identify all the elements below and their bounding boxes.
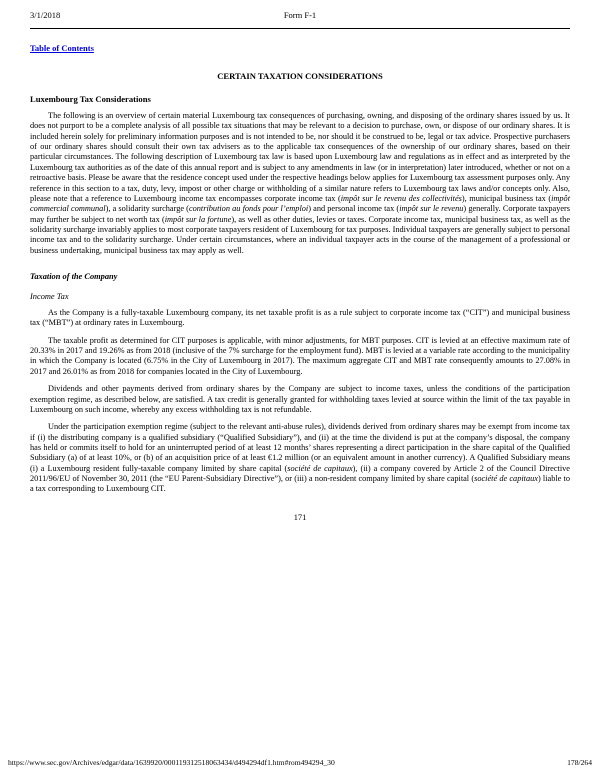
header-date: 3/1/2018	[30, 10, 61, 20]
document-content	[30, 38, 570, 522]
print-header	[30, 10, 570, 22]
header-divider	[30, 28, 570, 29]
print-footer	[8, 758, 592, 769]
paragraph-tax-rates: The taxable profit as determined for CIT purposes is applicable, with minor adjustments, for MBT purposes. CIT is levied at an effective maximum rate of 20.33% in 2017 and 19.26% as from 2018 (inclusive of the 7% surcharge for the employment fund). MBT is levied at a variable rate according to the municipality in which the Company is located (6.75% in the City of Luxembourg in 2017). The maximum aggregate CIT and MBT rate consequently amounts to 27.08% in 2017 and 26.01% as from 2018 for companies located in the City of Luxembourg.	[30, 335, 570, 376]
page-title: CERTAIN TAXATION CONSIDERATIONS	[217, 71, 383, 81]
footer-url: https://www.sec.gov/Archives/edgar/data/1639920/000119312518063434/d494294df1.htm#rom494294_30	[8, 758, 335, 767]
subsection-heading-taxation-of-company: Taxation of the Company	[30, 272, 118, 282]
section-heading: Luxembourg Tax Considerations	[30, 94, 151, 104]
paragraph-participation-exemption: Under the participation exemption regime (subject to the relevant anti-abuse rules), dividends derived from ordinary shares may be exempt from income tax if (i) the distributing company is a qualified subsidiary (“Qualified Subsidiary”), and (ii) at the time the dividend is put at the company’s disposal, the company has held or commits itself to hold for an uninterrupted period of at least 12 months’ shares representing a direct participation in the share capital of the Qualified Subsidiary (a) of at least 10%, or (b) of an acquisition price of at least €1.2 million (or an equivalent amount in another currency). A Qualified Subsidiary means (i) a Luxembourg resident fully-taxable company limited by share capital (société de capitaux), (ii) a company covered by Article 2 of the Council Directive 2011/96/EU of November 30, 2011 (the “EU Parent-Subsidiary Directive”), or (iii) a non-resident company limited by share capital (société de capitaux) liable to a tax corresponding to Luxembourg CIT.	[30, 422, 570, 494]
paragraph-dividends: Dividends and other payments derived from ordinary shares by the Company are subject to income taxes, unless the conditions of the participation exemption regime, as described below, are satisfied. A tax credit is generally granted for withholding taxes levied at source within the limit of the tax payable in Luxembourg on such income, whereby any excess withholding tax is not refundable.	[30, 384, 570, 414]
subsection-heading-income-tax: Income Tax	[30, 292, 69, 302]
paragraph-cit-mbt: As the Company is a fully-taxable Luxembourg company, its net taxable profit is as a rule subject to corporate income tax (“CIT”) and municipal business tax (“MBT”) at ordinary rates in Luxembourg.	[30, 308, 570, 328]
table-of-contents-link[interactable]: Table of Contents	[30, 43, 94, 53]
footer-page-indicator: 178/264	[567, 758, 592, 767]
header-form-title: Form F-1	[283, 10, 317, 20]
paragraph-overview: The following is an overview of certain material Luxembourg tax consequences of purchasing, owning, and disposing of the ordinary shares issued by us. It does not purport to be a complete analysis of all possible tax situations that may be relevant to a decision to purchase, own, or dispose of our ordinary shares. It is included herein solely for preliminary information purposes and is not intended to be, nor should it be construed to be, legal or tax advice. Prospective purchasers of our ordinary shares should consult their own tax advisers as to the applicable tax consequences of the ownership of our ordinary shares, based on their particular circumstances. The following description of Luxembourg tax law is based upon Luxembourg law and regulations as in effect and as interpreted by the Luxembourg tax authorities as of the date of this annual report and is subject to any amendments in law (or in interpretation) later introduced, whether or not on a retroactive basis. Please be aware that the residence concept used under the respective headings below applies for Luxembourg tax assessment purposes only. Any reference in this section to a tax, duty, levy, impost or other charge or withholding of a similar nature refers to Luxembourg tax laws and/or concepts only. Also, please note that a reference to Luxembourg income tax encompasses corporate income tax (impôt sur le revenu des collectivités), municipal business tax (impôt commercial communal), a solidarity surcharge (contribution au fonds pour l’emploi) and personal income tax (impôt sur le revenu) generally. Corporate taxpayers may further be subject to net worth tax (impôt sur la fortune), as well as other duties, levies or taxes. Corporate income tax, municipal business tax, as well as the solidarity surcharge invariably applies to most corporate taxpayers resident of Luxembourg for tax purposes. Individual taxpayers are generally subject to personal income tax and to the solidarity surcharge. Under certain circumstances, where an individual taxpayer acts in the course of the management of a professional or business undertaking, municipal business tax may apply as well.	[30, 111, 571, 255]
page-number: 171	[293, 512, 307, 522]
